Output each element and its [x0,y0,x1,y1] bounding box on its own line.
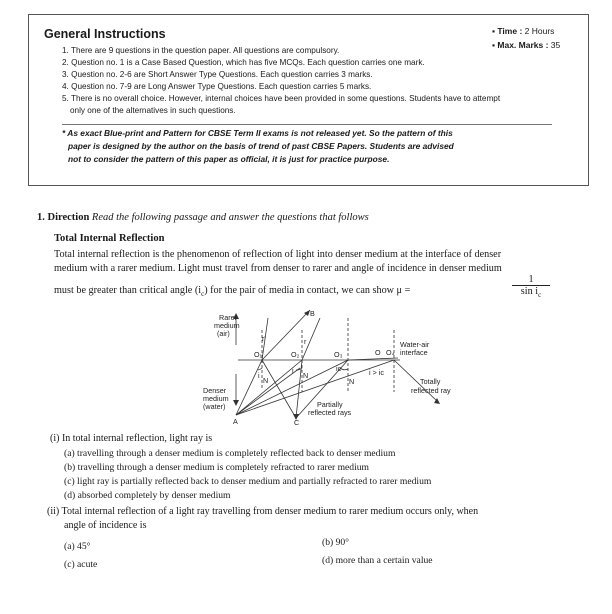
sub-question-2-cont: angle of incidence is [64,520,147,531]
arrow-head-icon [233,400,239,406]
marks-label: Max. Marks : [497,40,549,50]
sub-question-2: (ii) Total internal reflection of a light ray travelling from denser medium to rarer medium occurs only, when [47,506,479,517]
normal-label: N [349,377,355,386]
marks-value: 35 [548,40,561,50]
instruction-item: 4. Question no. 7-9 are Long Answer Type Questions. Each question carries 5 marks. [62,82,372,91]
interface-label: Water-air [400,340,430,349]
normal-label: N [303,371,309,380]
partially-label: reflected rays [308,408,352,417]
option-item: (a) 45° [64,541,91,552]
angle-label: i > iᴄ [369,368,384,377]
instruction-item: 3. Question no. 2-6 are Short Answer Type Questions. Each question carries 3 marks. [62,70,373,79]
option-item: (d) absorbed completely by denser medium [64,490,231,501]
bullet-icon: ▪ [492,26,496,36]
angle-label: r' [262,334,266,343]
instruction-item: 2. Question no. 1 is a Case Based Question, which has five MCQs. Each question carries one mark. [62,58,425,67]
passage-line-formula: must be greater than critical angle $(i_c)$ for the pair of media in contact, we can show μ = [54,285,411,299]
angle-label: r [304,337,307,346]
passage-heading: Total Internal Reflection [54,233,165,244]
angle-arc [258,368,262,370]
note-line: paper is designed by the author on the basis of trend of past CBSE Papers. Students are advised [68,141,454,151]
instructions-title: General Instructions [44,27,166,41]
formula-numerator: 1 [528,274,534,285]
option-item: (c) acute [64,559,98,570]
point-label: B [310,309,315,318]
direction-text: Read the following passage and answer the questions that follows [91,212,369,223]
passage-line: medium with a rarer medium. Light must travel from denser to rarer and angle of incidence in denser medium [54,263,502,274]
time-value: 2 Hours [522,26,555,36]
normal-label: N [263,376,269,385]
point-label: A [233,417,238,426]
option-item: (b) travelling through a denser medium is completely refracted to rarer medium [64,462,370,473]
rarer-label: medium [214,321,240,330]
passage-line: Total internal reflection is the phenomenon of reflection of light into denser medium at the interface of denser [54,249,502,260]
denser-label: medium [203,394,229,403]
point-label: O₃ [334,350,343,359]
angle-label: i [258,371,260,380]
rarer-label: Rarer [219,313,237,322]
option-item: (a) travelling through a denser medium is completely reflected back to denser medium [64,448,396,459]
incident-ray [236,360,262,415]
interface-label: interface [400,348,428,357]
rarer-label: (air) [217,329,230,338]
partially-label: Partially [317,400,343,409]
time-label: Time : [497,26,523,36]
option-item: (d) more than a certain value [322,555,433,566]
point-label: C [294,418,300,427]
point-label: O₂ [291,350,300,359]
point-label: O [375,348,381,357]
formula-denominator: $\sin i_c$ [512,285,550,299]
note-line: * As exact Blue-print and Pattern for CBSE Term II exams is not released yet. So the pattern of this [62,128,453,138]
totally-label: reflected ray [411,386,451,395]
sub-question-1: (i) In total internal reflection, light ray is [50,433,213,444]
point-label: O₄ [386,348,395,357]
option-item: (b) 90° [322,537,350,548]
angle-label: i [292,366,294,375]
instruction-item: only one of the alternatives in such questions. [70,106,236,115]
bullet-icon: ▪ [492,40,496,50]
angle-label: iᴄ [336,364,342,373]
direction-label: Direction [47,212,90,223]
point-label: O₁ [254,350,263,359]
instruction-item: 1. There are 9 questions in the question paper. All questions are compulsory. [62,46,340,55]
note-line: not to consider the pattern of this paper as official, it is just for practice purpose. [68,154,390,164]
denser-label: Denser [203,386,227,395]
instruction-item: 5. There is no overall choice. However, internal choices have been provided in some questions. Students have to attempt [62,94,501,103]
totally-label: Totally [420,377,441,386]
denser-label: (water) [203,402,226,411]
question-number: 1. [37,212,45,223]
refracted-ray-b [262,310,310,360]
option-item: (c) light ray is partially reflected back to denser medium and partially refracted to rarer medium [64,476,432,487]
